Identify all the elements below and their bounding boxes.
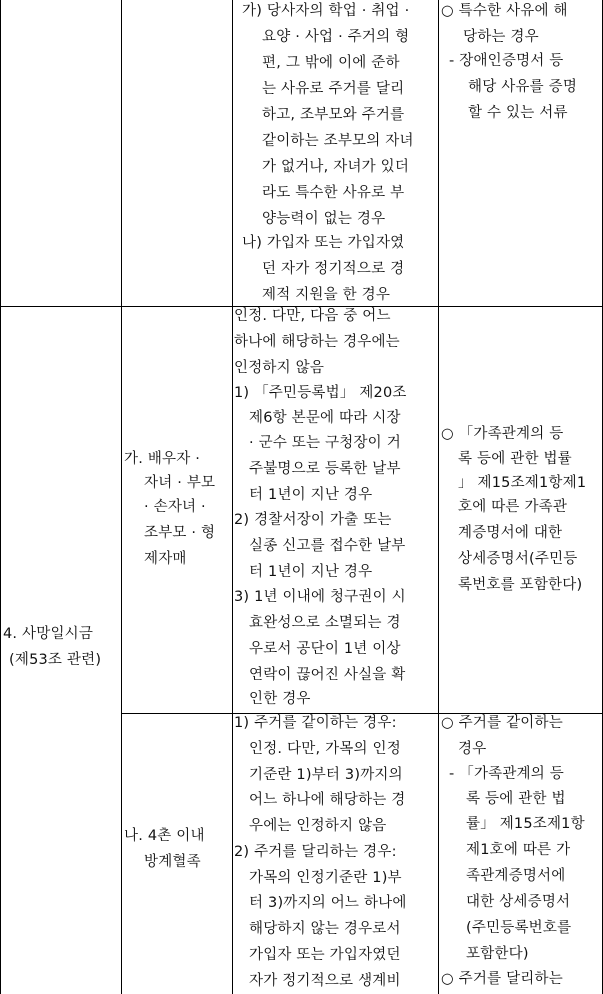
criteria-line: 주불명으로 등록한 날부 xyxy=(249,461,401,477)
criteria-line: 효완성으로 소멸되는 경 xyxy=(249,615,401,631)
docs-line: 대한 상세증명서 xyxy=(466,894,571,910)
row-b-docs-cell xyxy=(439,714,602,994)
criteria-line: 같이하는 조부모의 자녀 xyxy=(262,133,414,149)
criteria-line: 제적 지원을 한 경우 xyxy=(262,287,391,303)
docs-line: 록 등에 관한 법률 xyxy=(458,451,572,467)
docs-line: 상세증명서(주민등 xyxy=(458,551,578,567)
docs-line: 제1호에 따른 가 xyxy=(466,842,571,858)
criteria-line: 우로서 공단이 1년 이상 xyxy=(249,641,401,657)
docs-line: (주민등록번호를 xyxy=(466,920,572,936)
death-category-cell xyxy=(1,307,121,994)
criteria-line: 가목의 인정기준란 1)부 xyxy=(249,870,402,886)
docs-line: 계증명서에 대한 xyxy=(458,525,563,541)
criteria-line: 연락이 끊어진 사실을 확 xyxy=(249,667,406,683)
docs-line: 해당 사유를 증명 xyxy=(468,79,578,95)
docs-line: 록 등에 관한 법 xyxy=(466,791,566,807)
docs-line: 당하는 경우 xyxy=(463,29,539,45)
row-a-relation-cell xyxy=(122,307,232,713)
criteria-line: 가 없거나, 자녀가 있더 xyxy=(262,159,410,175)
docs-line: 」 제15조제1항제1 xyxy=(458,475,587,491)
criteria-line: 가) 당사자의 학업 · 취업 · xyxy=(242,3,410,19)
docs-line: 포함한다) xyxy=(466,946,529,962)
row-b-relation-cell xyxy=(122,714,232,994)
docs-line: 족관계증명서에 xyxy=(466,868,566,884)
criteria-line: 1) 주거를 같이하는 경우: xyxy=(234,715,397,731)
criteria-line: 1) 「주민등록법」 제20조 xyxy=(234,385,407,401)
criteria-line: 자가 정기적으로 생계비 xyxy=(249,973,401,989)
relation-line: 조부모 · 형 xyxy=(144,525,216,541)
docs-line: - 장애인증명서 등 xyxy=(449,53,564,69)
docs-line: 경우 xyxy=(458,741,487,757)
criteria-line: 해당하지 않는 경우로서 xyxy=(249,921,401,937)
relation-line: 제자매 xyxy=(144,551,187,567)
criteria-line: 2) 경찰서장이 가출 또는 xyxy=(234,512,392,528)
category-title: 4. 사망일시금 xyxy=(3,626,94,642)
criteria-line: 2) 주거를 달리하는 경우: xyxy=(234,844,397,860)
relation-line: 나. 4촌 이내 xyxy=(124,828,205,844)
row-b-criteria-cell xyxy=(233,714,438,994)
criteria-line: 터 1년이 지난 경우 xyxy=(249,564,373,580)
criteria-line: 어느 하나에 해당하는 경 xyxy=(249,792,406,808)
top-criteria-cell xyxy=(233,0,438,306)
docs-line: - 「가족관계의 등 xyxy=(449,766,564,782)
criteria-line: 인정. 다만, 다음 중 어느 xyxy=(234,308,391,324)
row-a-docs-cell xyxy=(439,307,602,713)
docs-line: ○ 주거를 같이하는 xyxy=(441,715,563,731)
docs-line: ○ 「가족관계의 등 xyxy=(441,426,564,442)
criteria-line: · 군수 또는 구청장이 거 xyxy=(249,435,401,451)
criteria-line: 양능력이 없는 경우 xyxy=(262,211,386,227)
relation-line: 가. 배우자 · xyxy=(124,451,201,467)
relation-line: 자녀 · 부모 xyxy=(144,475,216,491)
docs-line: ○ 주거를 달리하는 xyxy=(441,971,563,987)
criteria-line: 라도 특수한 사유로 부 xyxy=(262,185,405,201)
criteria-line: 3) 1년 이내에 청구권이 시 xyxy=(234,589,406,605)
criteria-line: 인한 경우 xyxy=(249,691,311,707)
criteria-line: 는 사유로 주거를 달리 xyxy=(262,81,405,97)
criteria-line: 터 1년이 지난 경우 xyxy=(249,487,373,503)
criteria-line: 가입자 또는 가입자였던 xyxy=(249,947,401,963)
criteria-line: 인정하지 않음 xyxy=(234,360,325,376)
docs-line: 할 수 있는 서류 xyxy=(468,105,568,121)
relation-line: · 손자녀 · xyxy=(144,499,206,515)
relation-line: 방계혈족 xyxy=(144,854,201,870)
docs-line: 률」 제15조제1항 xyxy=(466,816,585,832)
criteria-line: 편, 그 밖에 이에 준하 xyxy=(262,55,400,71)
criteria-line: 우에는 인정하지 않음 xyxy=(249,818,387,834)
criteria-line: 인정. 다만, 가목의 인정 xyxy=(249,741,401,757)
criteria-line: 제6항 본문에 따라 시장 xyxy=(249,410,401,426)
criteria-line: 실종 신고를 접수한 날부 xyxy=(249,538,406,554)
category-subtitle: (제53조 관련) xyxy=(9,652,102,668)
criteria-line: 터 3)까지의 어느 하나에 xyxy=(249,895,407,911)
criteria-line: 하나에 해당하는 경우에는 xyxy=(234,334,400,350)
criteria-line: 기준란 1)부터 3)까지의 xyxy=(249,767,403,783)
criteria-line: 던 자가 정기적으로 경 xyxy=(262,261,405,277)
docs-line: ○ 특수한 사유에 해 xyxy=(441,3,568,19)
criteria-line: 나) 가입자 또는 가입자였 xyxy=(242,235,405,251)
docs-line: 호에 따른 가족관 xyxy=(458,499,568,515)
docs-line: 록번호를 포함한다) xyxy=(458,577,583,593)
row-a-criteria-cell xyxy=(233,307,438,713)
criteria-line: 하고, 조부모와 주거를 xyxy=(262,107,405,123)
top-docs-cell xyxy=(439,0,602,306)
criteria-line: 요양 · 사업 · 주거의 형 xyxy=(262,29,410,45)
